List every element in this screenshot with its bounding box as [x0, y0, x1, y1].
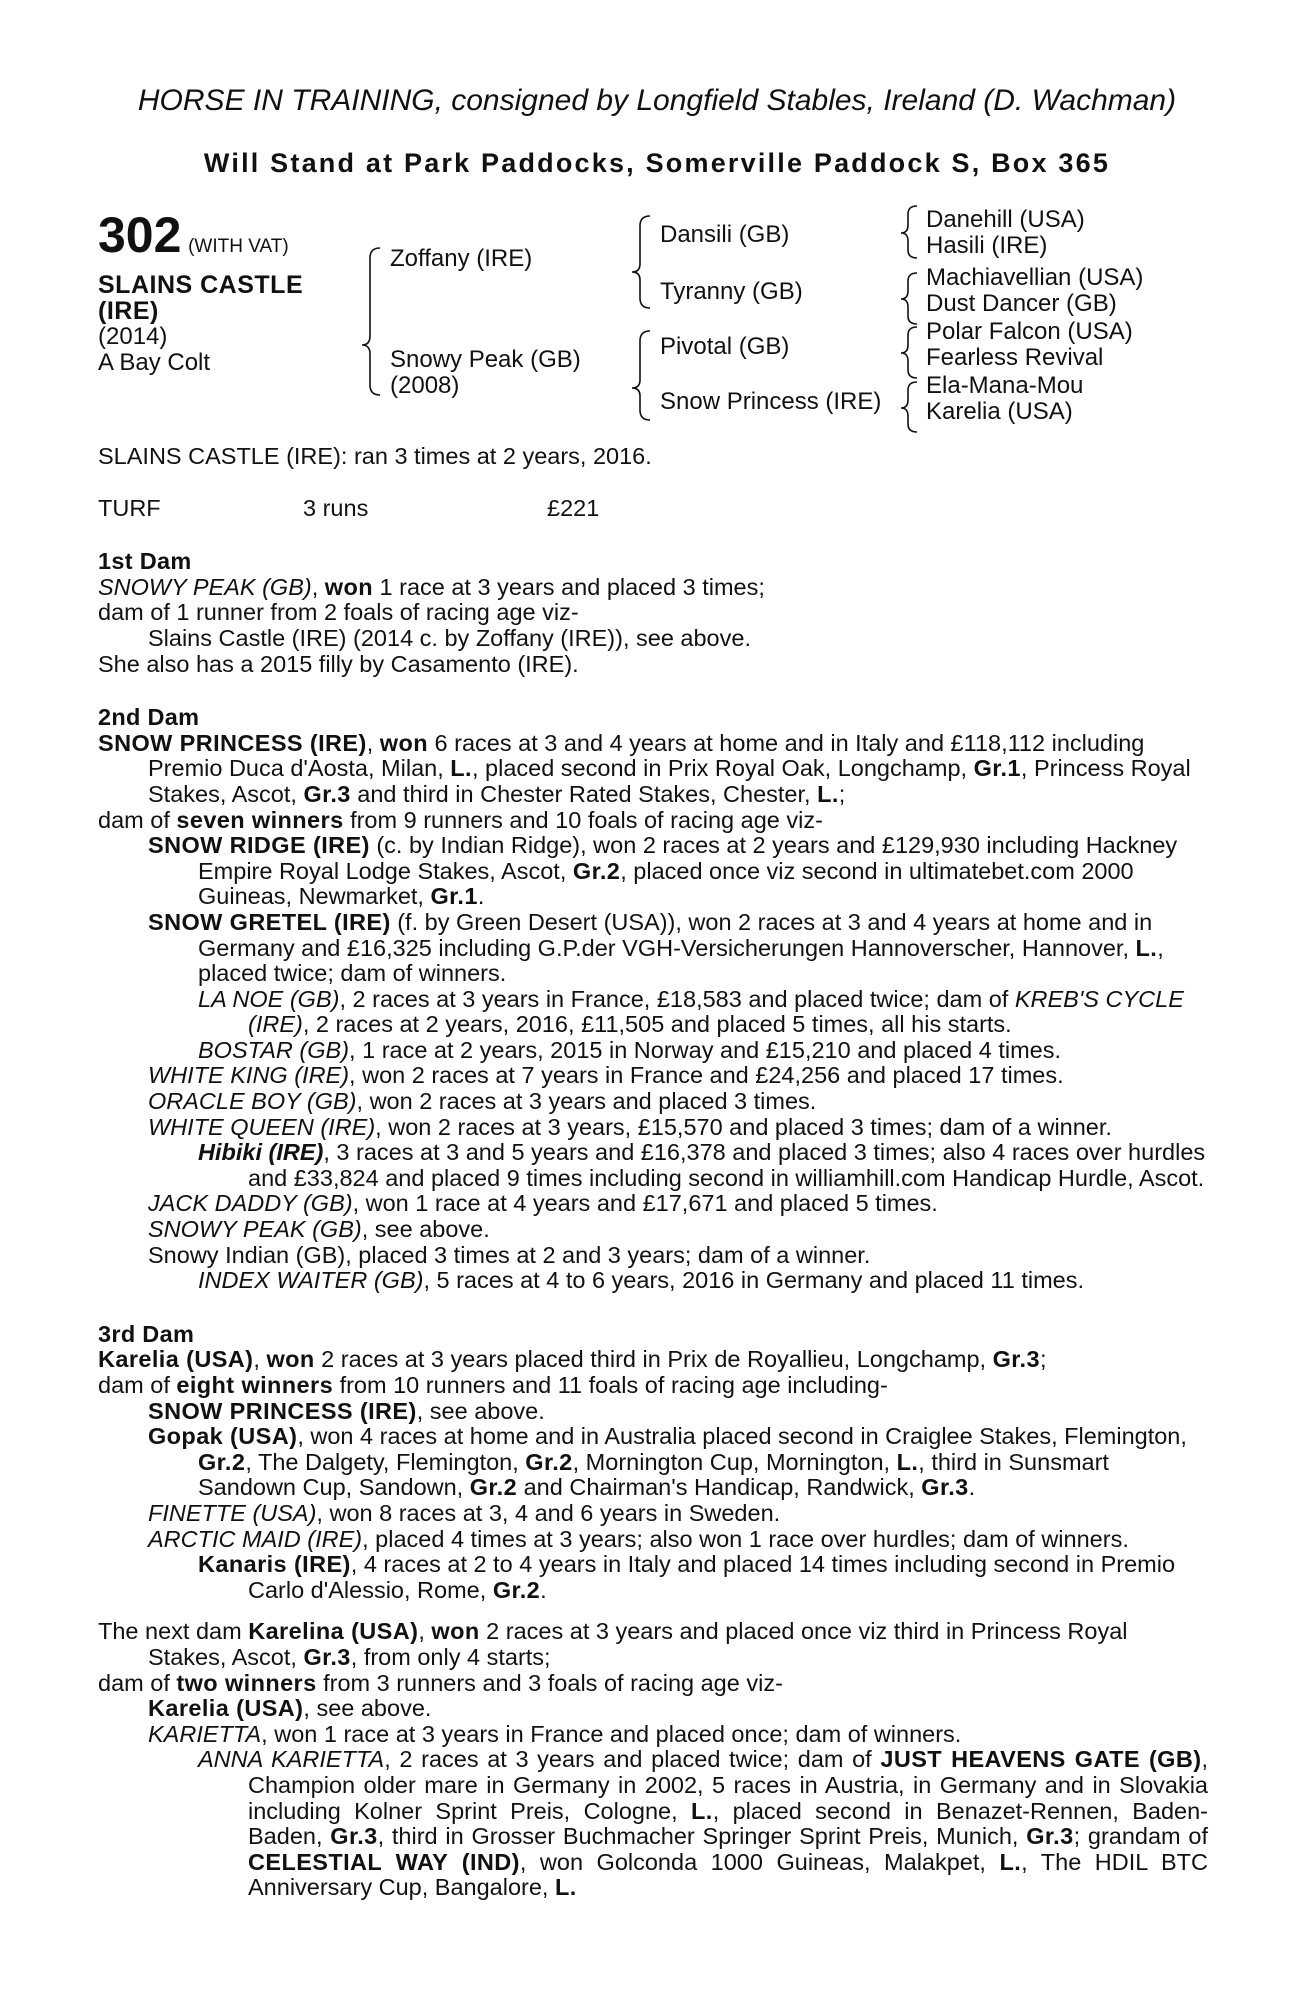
consignor-line: HORSE IN TRAINING, consigned by Longfield Stables, Ireland (D. Wachman): [137, 84, 1177, 117]
third-dam-heading: 3rd Dam: [98, 1320, 195, 1347]
produce-hibiki: Hibiki (IRE), 3 races at 3 and 5 years and £16,378 and placed 3 times; also 4 races over hurdles and £33,824 and placed 9 times including second in williamhill.com Handicap Hurdle, Ascot.: [198, 1139, 1206, 1191]
next-dam-record: The next dam Karelina (USA), won 2 races at 3 years and placed once viz third in Princess Royal Stakes, Ascot, Gr.3, from only 4 starts;: [98, 1618, 1128, 1670]
catalogue-body: [98, 444, 1208, 1901]
second-dam-record: SNOW PRINCESS (IRE), won 6 races at 3 and 4 years at home and in Italy and £118,112 including Premio Duca d'Aosta, Milan, L., placed second in Prix Royal Oak, Longchamp, Gr.1, Princess Royal Stakes, Ascot, Gr.3 and third in Chester Rated Stakes, Chester, L.;: [98, 729, 1191, 807]
produce-snow-gretel: SNOW GRETEL (IRE) (f. by Green Desert (USA)), won 2 races at 3 and 4 years at home and in Germany and £16,325 including G.P.der VGH-Versicherungen Hannoverscher, Hannover, L., placed twice; dam of winners.: [148, 908, 1164, 987]
produce-bostar: BOSTAR (GB), 1 race at 2 years, 2015 in Norway and £15,210 and placed 4 times.: [198, 1036, 1061, 1063]
horse-name: SLAINS CASTLE: [98, 271, 304, 299]
produce-snow-ridge: SNOW RIDGE (IRE) (c. by Indian Ridge), won 2 races at 2 years and £129,930 including Hackney Empire Royal Lodge Stakes, Ascot, Gr.2, placed once viz second in ultimatebet.com 2000 Guineas, Newmarket, Gr.1.: [148, 832, 1178, 910]
grandsire-1: Danehill (USA): [926, 206, 1085, 233]
third-dam-produce: dam of eight winners from 10 runners and 11 foals of racing age including-: [98, 1372, 888, 1398]
grandsire-8: Karelia (USA): [926, 398, 1073, 425]
third-dam-record: Karelia (USA), won 2 races at 3 years placed third in Prix de Royallieu, Longchamp, Gr.3;: [98, 1346, 1047, 1373]
produce-kanaris: Kanaris (IRE), 4 races at 2 to 4 years in Italy and placed 14 times including second in Premio Carlo d'Alessio, Rome, Gr.2.: [198, 1551, 1176, 1603]
pedigree-braces: [0, 0, 1314, 440]
first-dam-foal: Slains Castle (IRE) (2014 c. by Zoffany (IRE)), see above.: [148, 624, 751, 651]
grandsire-7: Ela-Mana-Mou: [926, 372, 1084, 399]
foaling-year: (2014): [98, 323, 168, 350]
second-dam-heading: 2nd Dam: [98, 704, 200, 731]
produce-karietta: KARIETTA, won 1 race at 3 years in France and placed once; dam of winners.: [148, 1720, 962, 1747]
turf-earnings: £221: [547, 494, 600, 521]
dam: Snowy Peak (GB): [390, 346, 581, 373]
turf-label: TURF: [98, 494, 161, 521]
turf-record: [98, 496, 1208, 522]
dam-dam: Snow Princess (IRE): [660, 388, 882, 415]
produce-snow-princess: SNOW PRINCESS (IRE), see above.: [148, 1397, 545, 1424]
grandsire-2: Hasili (IRE): [926, 232, 1048, 259]
grandsire-6: Fearless Revival: [926, 344, 1104, 371]
first-dam-heading: 1st Dam: [98, 548, 192, 575]
produce-anna-karietta: ANNA KARIETTA, 2 races at 3 years and placed twice; dam of JUST HEAVENS GATE (GB), Champion older mare in Germany in 2002, 5 races in Austria, in Germany and in Slovakia including Kolner Sprint Preis, Cologne, L., placed second in Benazet-Rennen, Baden-Baden, Gr.3, third in Grosser Buchmacher Springer Sprint Preis, Munich, Gr.3; grandam of CELESTIAL WAY (IND), won Golconda 1000 Guineas, Malakpet, L., The HDIL BTC Anniversary Cup, Bangalore, L.: [198, 1746, 1209, 1901]
grandsire-4: Dust Dancer (GB): [926, 290, 1117, 317]
next-dam-produce: dam of two winners from 3 runners and 3 foals of racing age viz-: [98, 1669, 783, 1696]
produce-jack-daddy: JACK DADDY (GB), won 1 race at 4 years and £17,671 and placed 5 times.: [148, 1190, 938, 1217]
first-dam-note: She also has a 2015 filly by Casamento (IRE).: [98, 650, 579, 677]
first-dam-line: SNOWY PEAK (GB), won 1 race at 3 years and placed 3 times;: [98, 573, 765, 600]
first-dam-produce: dam of 1 runner from 2 foals of racing age viz-: [98, 599, 579, 626]
produce-index-waiter: INDEX WAITER (GB), 5 races at 4 to 6 years, 2016 in Germany and placed 11 times.: [198, 1267, 1084, 1294]
produce-gopak: Gopak (USA), won 4 races at home and in Australia placed second in Craiglee Stakes, Flemington, Gr.2, The Dalgety, Flemington, Gr.2, Mornington Cup, Mornington, L., third in Sunsmart Sandown Cup, Sandown, Gr.2 and Chairman's Handicap, Randwick, Gr.3.: [148, 1423, 1187, 1501]
produce-white-king: WHITE KING (IRE), won 2 races at 7 years in France and £24,256 and placed 17 times.: [148, 1062, 1064, 1089]
grandsire-5: Polar Falcon (USA): [926, 318, 1133, 345]
produce-white-queen: WHITE QUEEN (IRE), won 2 races at 3 years, £15,570 and placed 3 times; dam of a winner.: [148, 1113, 1112, 1140]
produce-finette: FINETTE (USA), won 8 races at 3, 4 and 6 years in Sweden.: [148, 1499, 781, 1526]
race-summary: SLAINS CASTLE (IRE): ran 3 times at 2 years, 2016.: [98, 443, 652, 469]
second-dam-produce: dam of seven winners from 9 runners and 10 foals of racing age viz-: [98, 806, 823, 833]
produce-la-noe: LA NOE (GB), 2 races at 3 years in France, £18,583 and placed twice; dam of KREB'S CYCLE (IRE), 2 races at 2 years, 2016, £11,505 and placed 5 times, all his starts.: [198, 985, 1184, 1038]
stabling-line: Will Stand at Park Paddocks, Somerville Paddock S, Box 365: [203, 148, 1111, 178]
sire: Zoffany (IRE): [390, 245, 533, 272]
horse-type: A Bay Colt: [98, 349, 211, 376]
produce-arctic-maid: ARCTIC MAID (IRE), placed 4 times at 3 years; also won 1 race over hurdles; dam of winners.: [148, 1525, 1129, 1552]
sire-dam: Tyranny (GB): [660, 278, 803, 305]
lot-number: 302: [98, 207, 182, 263]
vat-note: (WITH VAT): [188, 236, 289, 257]
dam-year: (2008): [390, 372, 460, 399]
produce-oracle-boy: ORACLE BOY (GB), won 2 races at 3 years and placed 3 times.: [148, 1088, 817, 1115]
produce-snowy-indian: Snowy Indian (GB), placed 3 times at 2 and 3 years; dam of a winner.: [148, 1241, 871, 1268]
sire-sire: Dansili (GB): [660, 221, 790, 248]
produce-snowy-peak: SNOWY PEAK (GB), see above.: [148, 1216, 490, 1243]
turf-runs: 3 runs: [303, 494, 369, 521]
produce-karelia: Karelia (USA), see above.: [148, 1695, 432, 1722]
horse-country: (IRE): [98, 297, 159, 325]
dam-sire: Pivotal (GB): [660, 333, 790, 360]
grandsire-3: Machiavellian (USA): [926, 264, 1144, 291]
